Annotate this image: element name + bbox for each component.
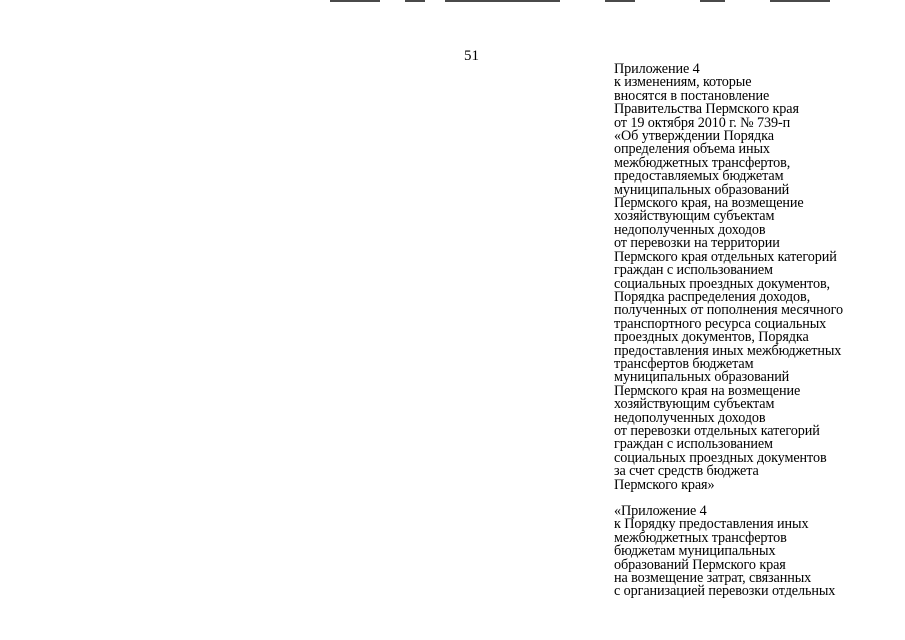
appendix-header-line: Пермского края отдельных категорий — [614, 248, 837, 265]
appendix-header-line: предоставления иных межбюджетных — [614, 342, 842, 359]
appendix-quote-line: «Приложение 4 — [614, 503, 707, 519]
appendix-header-line: недополученных доходов — [614, 221, 766, 238]
appendix-header-line: транспортного ресурса социальных — [614, 315, 827, 332]
appendix-header-line: от 19 октября 2010 г. № 739-п — [614, 114, 791, 131]
appendix-header-line: предоставляемых бюджетам — [614, 168, 784, 185]
appendix-header-line: за счет средств бюджета — [614, 463, 759, 480]
appendix-header-line: муниципальных образований — [614, 369, 790, 386]
appendix-quote-line: образований Пермского края — [614, 556, 786, 573]
appendix-header-line: хозяйствующим субъектам — [614, 396, 775, 413]
appendix-header-line: социальных проездных документов — [614, 449, 827, 466]
appendix-header-line: проездных документов, Порядка — [614, 329, 809, 346]
appendix-header-line: от перевозки на территории — [614, 235, 780, 252]
appendix-header-line: от перевозки отдельных категорий — [614, 422, 820, 439]
top-rule — [330, 0, 380, 2]
appendix-header-line: граждан с использованием — [614, 262, 773, 279]
appendix-header-line: социальных проездных документов, — [614, 275, 830, 292]
appendix-header-line: «Об утверждении Порядка — [614, 128, 774, 145]
appendix-quote-line: на возмещение затрат, связанных — [614, 570, 812, 587]
appendix-quote — [614, 505, 835, 599]
appendix-header-line: муниципальных образований — [614, 181, 790, 198]
appendix-header-line: Приложение 4 — [614, 61, 700, 77]
appendix-header-line: определения объема иных — [614, 141, 770, 158]
appendix-header-line: к изменениям, которые — [614, 74, 752, 91]
appendix-header-line: недополученных доходов — [614, 409, 766, 426]
appendix-quote-line: бюджетам муниципальных — [614, 543, 776, 560]
page-number: 51 — [464, 48, 479, 64]
appendix-header-line: Порядка распределения доходов, — [614, 288, 811, 305]
appendix-quote-line: к Порядку предоставления иных — [614, 516, 809, 533]
appendix-header-line: трансфертов бюджетам — [614, 355, 754, 372]
appendix-quote-line: межбюджетных трансфертов — [614, 529, 787, 546]
appendix-header-line: Пермского края, на возмещение — [614, 195, 804, 212]
top-rule — [405, 0, 425, 2]
top-rule — [605, 0, 635, 2]
top-rule — [445, 0, 560, 2]
top-rule — [770, 0, 830, 2]
appendix-header-line: хозяйствующим субъектам — [614, 208, 775, 225]
appendix-header — [614, 63, 843, 492]
appendix-header-line: полученных от пополнения месячного — [614, 302, 843, 319]
appendix-header-line: Пермского края на возмещение — [614, 382, 801, 399]
appendix-header-line: граждан с использованием — [614, 436, 773, 453]
appendix-header-line: межбюджетных трансфертов, — [614, 154, 791, 171]
appendix-header-line: вносятся в постановление — [614, 87, 770, 104]
top-rule — [700, 0, 725, 2]
appendix-quote-line: с организацией перевозки отдельных — [614, 583, 836, 600]
appendix-header-line: Правительства Пермского края — [614, 101, 799, 118]
appendix-header-line: Пермского края» — [614, 476, 715, 493]
